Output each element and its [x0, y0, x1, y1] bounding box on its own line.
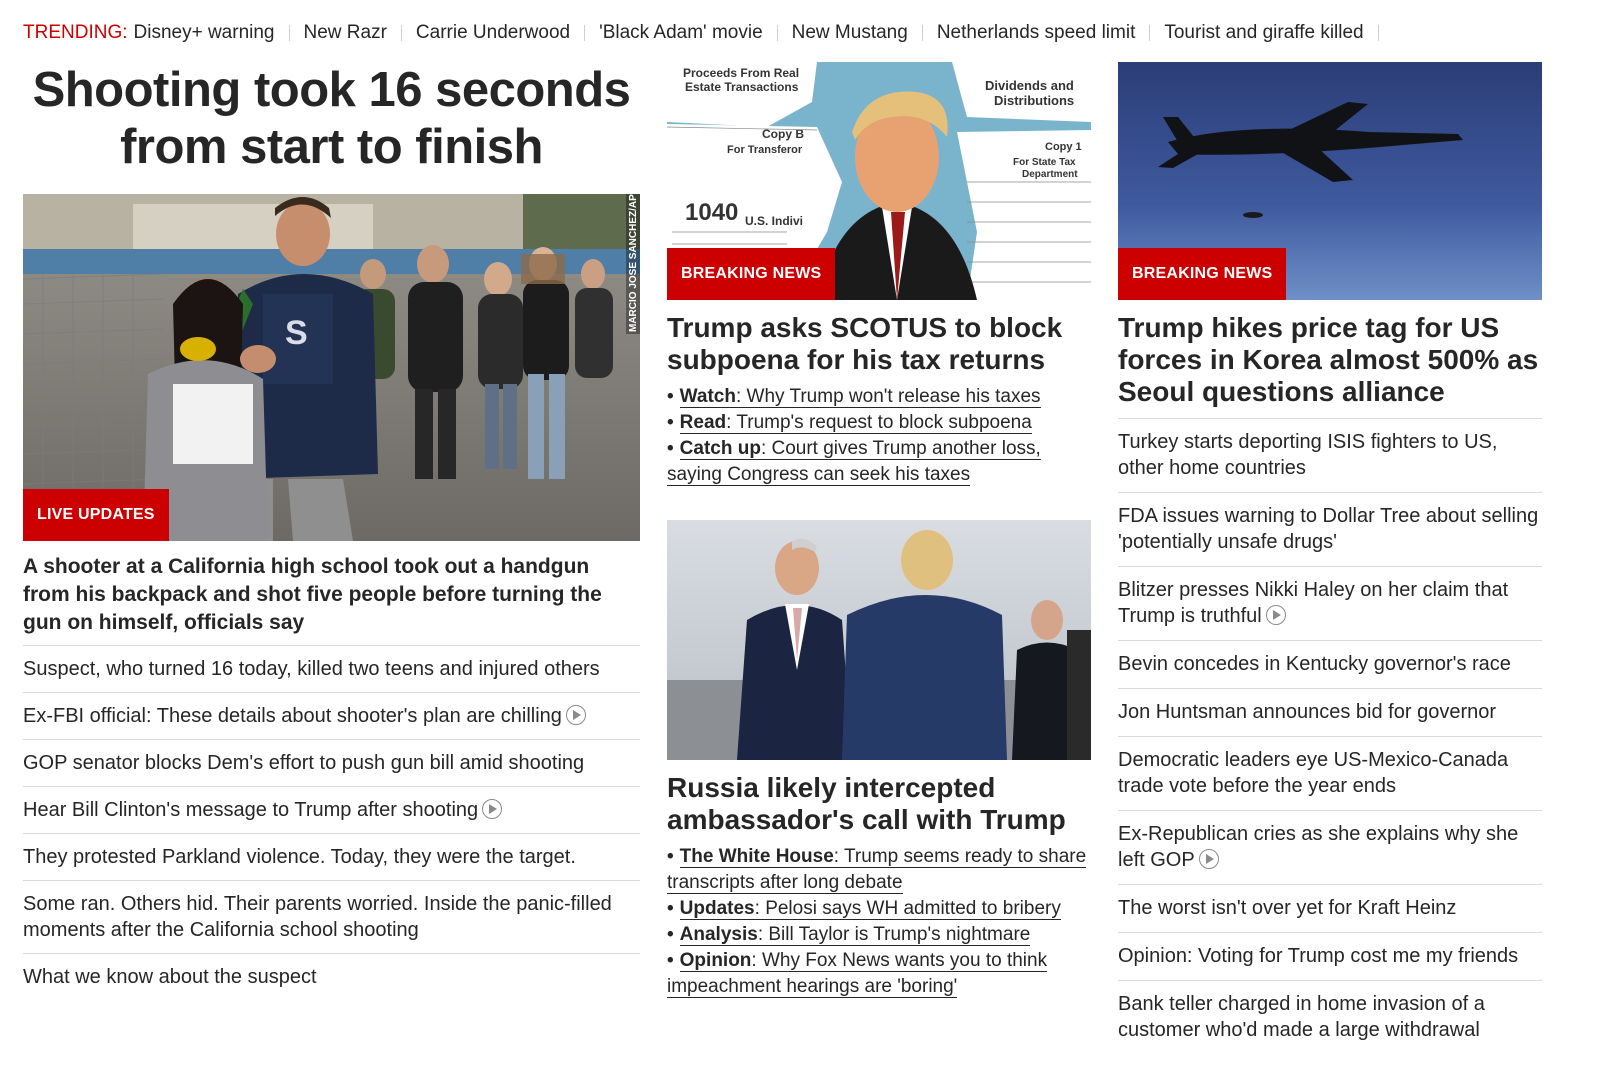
- divider: [1149, 25, 1150, 41]
- story-link[interactable]: Suspect, who turned 16 today, killed two teens and injured others: [23, 658, 600, 680]
- story-link[interactable]: Democratic leaders eye US-Mexico-Canada trade vote before the year ends: [1118, 749, 1509, 797]
- divider: [1378, 25, 1379, 41]
- story-link[interactable]: Ex-FBI official: These details about shooter's plan are chilling: [23, 705, 562, 727]
- bullet-dot: •: [667, 412, 674, 433]
- list-item[interactable]: [1118, 419, 1542, 493]
- divider: [922, 25, 923, 41]
- bullet-keyword[interactable]: Read: [679, 412, 727, 433]
- bullet-item[interactable]: • Watch: Why Trump won't release his taxes: [667, 386, 1041, 407]
- breaking-news-badge: BREAKING NEWS: [667, 248, 835, 300]
- list-item[interactable]: [1118, 811, 1542, 885]
- story-link[interactable]: Hear Bill Clinton's message to Trump after shooting: [23, 799, 479, 821]
- right-column: [1118, 62, 1542, 1054]
- story-link[interactable]: Opinion: Voting for Trump cost me my friends: [1118, 945, 1519, 967]
- story-link[interactable]: Blitzer presses Nikki Haley on her claim that Trump is truthful: [1118, 579, 1509, 627]
- divider: [401, 25, 402, 41]
- story-headline[interactable]: Russia likely intercepted ambassador's call with Trump: [667, 772, 1066, 835]
- form-text: 1040: [685, 199, 739, 226]
- story-bullets: [667, 384, 1091, 488]
- list-item[interactable]: [1118, 641, 1542, 689]
- bullet-item[interactable]: • Catch up: Court gives Trump another loss, saying Congress can seek his taxes: [667, 438, 1041, 485]
- lead-headline[interactable]: Shooting took 16 seconds from start to finish: [32, 63, 631, 174]
- list-item[interactable]: [23, 881, 640, 954]
- bullet-keyword[interactable]: The White House: [679, 846, 834, 867]
- list-item[interactable]: [23, 740, 640, 787]
- bullet-dot: •: [667, 846, 674, 867]
- story-link[interactable]: Jon Huntsman announces bid for governor: [1118, 701, 1497, 723]
- bullet-link[interactable]: Why Trump won't release his taxes: [746, 386, 1041, 407]
- bullet-item[interactable]: • The White House: Trump seems ready to share transcripts after long debate: [667, 846, 1087, 893]
- trending-link[interactable]: New Razr: [303, 22, 387, 43]
- story-link[interactable]: The worst isn't over yet for Kraft Heinz: [1118, 897, 1457, 919]
- list-item[interactable]: [23, 787, 640, 834]
- story-link[interactable]: Bevin concedes in Kentucky governor's race: [1118, 653, 1511, 675]
- form-text: Distributions: [994, 93, 1075, 108]
- bullet-item[interactable]: • Updates: Pelosi says WH admitted to bribery: [667, 898, 1061, 919]
- list-item[interactable]: [1118, 689, 1542, 737]
- story-link[interactable]: Bank teller charged in home invasion of a customer who'd made a large withdrawal: [1118, 993, 1485, 1041]
- list-item[interactable]: [1118, 737, 1542, 811]
- trending-link[interactable]: New Mustang: [791, 22, 908, 43]
- divider: [289, 25, 290, 41]
- bullet-dot: •: [667, 386, 674, 407]
- trending-link[interactable]: Tourist and giraffe killed: [1164, 22, 1364, 43]
- form-text: Proceeds From Real: [683, 66, 800, 80]
- bomber-photo[interactable]: [1118, 62, 1542, 300]
- play-video-icon: [482, 799, 502, 819]
- related-stories-list: [1118, 419, 1542, 1054]
- bullet-keyword[interactable]: Catch up: [679, 438, 761, 459]
- ambassador-trump-photo: [667, 520, 1091, 760]
- divider: [584, 25, 585, 41]
- story-link[interactable]: What we know about the suspect: [23, 966, 317, 988]
- bullet-keyword[interactable]: Updates: [679, 898, 755, 919]
- story-link[interactable]: Ex-Republican cries as she explains why she left GOP: [1118, 823, 1519, 871]
- bullet-item[interactable]: • Analysis: Bill Taylor is Trump's nightmare: [667, 924, 1031, 945]
- breaking-news-badge: BREAKING NEWS: [1118, 248, 1286, 300]
- trending-bar: [23, 20, 1393, 46]
- bullet-keyword[interactable]: Watch: [679, 386, 736, 407]
- form-text: Copy 1: [1045, 141, 1082, 153]
- list-item[interactable]: [23, 646, 640, 693]
- photo-credit: MARCIO JOSE SANCHEZ/AP: [628, 194, 639, 332]
- story-headline[interactable]: Trump asks SCOTUS to block subpoena for his tax returns: [667, 312, 1063, 375]
- play-video-icon: [1266, 605, 1286, 625]
- bullet-dot: •: [667, 898, 674, 919]
- form-text: Department: [1022, 169, 1078, 180]
- bullet-dot: •: [667, 924, 674, 945]
- bullet-item[interactable]: • Read: Trump's request to block subpoena: [667, 412, 1032, 433]
- list-item[interactable]: [23, 954, 640, 1000]
- story-link[interactable]: They protested Parkland violence. Today, they were the target.: [23, 846, 576, 868]
- form-text: Estate Transactions: [685, 80, 799, 94]
- bullet-link[interactable]: Trump seems ready to share transcripts after long debate: [667, 846, 1087, 893]
- live-updates-badge: LIVE UPDATES: [23, 489, 169, 541]
- trending-link[interactable]: 'Black Adam' movie: [599, 22, 763, 43]
- form-text: For Transferor: [727, 144, 803, 156]
- trending-link[interactable]: Netherlands speed limit: [936, 22, 1136, 43]
- list-item[interactable]: [1118, 981, 1542, 1054]
- bullet-link[interactable]: Bill Taylor is Trump's nightmare: [768, 924, 1031, 945]
- list-item[interactable]: [1118, 885, 1542, 933]
- list-item[interactable]: [1118, 933, 1542, 981]
- form-text: U.S. Indivi: [745, 214, 804, 228]
- story-link[interactable]: GOP senator blocks Dem's effort to push gun bill amid shooting: [23, 752, 585, 774]
- bullet-dot: •: [667, 950, 674, 971]
- trending-label: TRENDING:: [23, 22, 128, 43]
- list-item[interactable]: [1118, 493, 1542, 567]
- bullet-link[interactable]: Court gives Trump another loss, saying Congress can seek his taxes: [667, 438, 1041, 485]
- bullet-link[interactable]: Why Fox News wants you to think impeachment hearings are 'boring': [667, 950, 1048, 997]
- trending-link[interactable]: Carrie Underwood: [415, 22, 571, 43]
- bullet-item[interactable]: • Opinion: Why Fox News wants you to think impeachment hearings are 'boring': [667, 950, 1048, 997]
- story-link[interactable]: FDA issues warning to Dollar Tree about selling 'potentially unsafe drugs': [1118, 505, 1539, 553]
- bullet-link[interactable]: Pelosi says WH admitted to bribery: [765, 898, 1061, 919]
- lead-photo[interactable]: [23, 194, 640, 541]
- tax-returns-photo[interactable]: [667, 62, 1091, 300]
- divider: [777, 25, 778, 41]
- lead-story-column: [23, 62, 640, 1000]
- story-bullets: [667, 844, 1091, 1000]
- form-text: For State Tax: [1013, 157, 1076, 168]
- play-video-icon: [566, 705, 586, 725]
- middle-column: [667, 62, 1091, 1000]
- ambassador-photo[interactable]: [667, 520, 1091, 760]
- related-stories-list: [23, 646, 640, 1000]
- form-text: Copy B: [762, 127, 804, 141]
- bullet-dot: •: [667, 438, 674, 459]
- bullet-keyword[interactable]: Opinion: [679, 950, 752, 971]
- lead-summary[interactable]: A shooter at a California high school took out a handgun from his backpack and shot five people before turning the gun on himself, officials say: [23, 553, 640, 646]
- play-video-icon: [1199, 849, 1219, 869]
- story-link[interactable]: Some ran. Others hid. Their parents worried. Inside the panic-filled moments after the California school shooting: [23, 893, 612, 941]
- trending-link[interactable]: Disney+ warning: [133, 22, 275, 43]
- list-item[interactable]: [23, 693, 640, 740]
- story-link[interactable]: Turkey starts deporting ISIS fighters to US, other home countries: [1118, 431, 1498, 479]
- bullet-link[interactable]: Trump's request to block subpoena: [736, 412, 1032, 433]
- list-item[interactable]: [1118, 567, 1542, 641]
- story-headline[interactable]: Trump hikes price tag for US forces in Korea almost 500% as Seoul questions alliance: [1118, 312, 1542, 419]
- bullet-keyword[interactable]: Analysis: [679, 924, 758, 945]
- form-text: Dividends and: [985, 78, 1074, 93]
- list-item[interactable]: [23, 834, 640, 881]
- svg-text:S: S: [285, 314, 308, 352]
